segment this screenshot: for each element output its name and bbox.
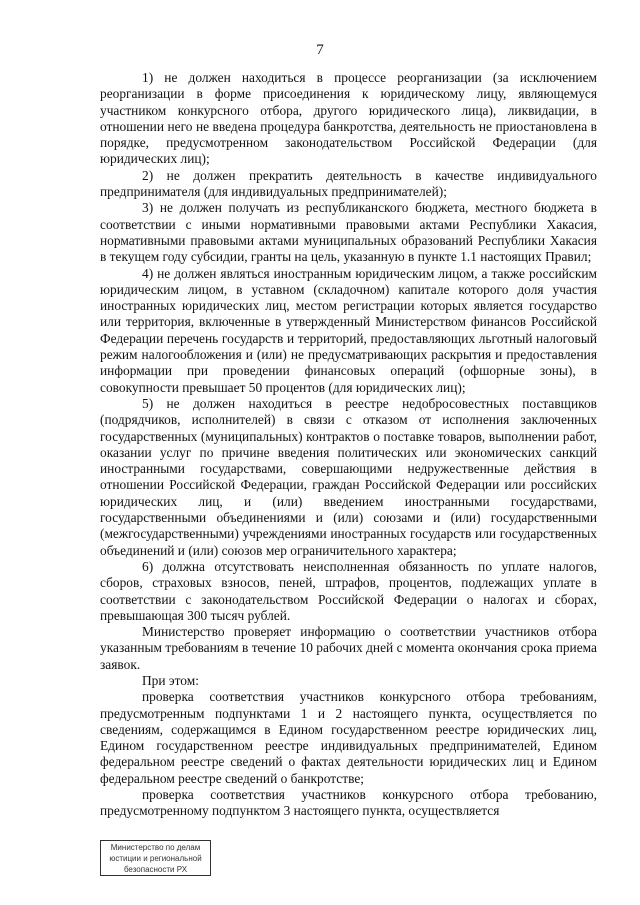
stamp-line-2: юстиции и региональной [109, 854, 202, 863]
page-number: 7 [316, 42, 324, 58]
stamp-line-1: Министерство по делам [110, 843, 201, 852]
stamp-line-3: безопасности РХ [123, 865, 188, 874]
paragraph-5: 5) не должен находиться в реестре недобросовестных поставщиков (подрядчиков, исполнителей) в связи с отказом от исполнения заключенных государственных (муниципальных) контрактов о поставке товаров, выполнении работ, оказании услуг по причине введения политических или экономических санкций иностранными государствами, совершающими недружественные действия в отношении Российской Федерации, граждан Российской Федерации или российских юридических лиц, и (или) введением иностранными государствами, государственными объединениями и (или) союзами и (или) государственными (межгосударственными) учреждениями иностранных государств или государственных объединений и (или) союзов мер ограничительного характера; [100, 395, 597, 558]
paragraph-7: Министерство проверяет информацию о соответствии участников отбора указанным требованиям в течение 10 рабочих дней с момента окончания срока приема заявок. [100, 624, 597, 672]
paragraph-8: При этом: [142, 672, 199, 688]
paragraph-2: 2) не должен прекратить деятельность в качестве индивидуального предпринимателя (для индивидуальных предпринимателей); [100, 167, 597, 200]
registration-stamp [100, 840, 211, 876]
paragraph-9: проверка соответствия участников конкурсного отбора требованиям, предусмотренным подпунктами 1 и 2 настоящего пункта, осуществляется по сведениям, содержащимся в Едином государственном реестре юридических лиц, Едином государственном реестре индивидуальных предпринимателей, Едином федеральном реестре сведений о фактах деятельности юридических лиц и Едином федеральном реестре сведений о банкротстве; [100, 689, 597, 786]
document-body [100, 70, 597, 820]
paragraph-1: 1) не должен находиться в процессе реорганизации (за исключением реорганизации в форме присоединения к юридическому лицу, являющемуся участником конкурсного отбора, другого юридического лица), ликвидации, в отношении него не введена процедура банкротства, деятельность не приостановлена в порядке, предусмотренном законодательством Российской Федерации (для юридических лиц); [100, 70, 597, 167]
paragraph-3: 3) не должен получать из республиканского бюджета, местного бюджета в соответствии с иными нормативными правовыми актами Республики Хакасия, нормативными правовыми актами муниципальных образований Республики Хакасия в текущем году субсидии, гранты на цель, указанную в пункте 1.1 настоящих Правил; [100, 200, 597, 265]
paragraph-10: проверка соответствия участников конкурсного отбора требованию, предусмотренному подпунктом 3 настоящего пункта, осуществляется [100, 787, 597, 819]
paragraph-6: 6) должна отсутствовать неисполненная обязанность по уплате налогов, сборов, страховых взносов, пеней, штрафов, процентов, подлежащих уплате в соответствии с законодательством Российской Федерации о налогах и сборах, превышающая 300 тысяч рублей. [100, 558, 597, 623]
paragraph-4: 4) не должен являться иностранным юридическим лицом, а также российским юридическим лицом, в уставном (складочном) капитале которого доля участия иностранных юридических лиц, местом регистрации которых является государство или территория, включенные в утвержденный Министерством финансов Российской Федерации перечень государств и территорий, предоставляющих льготный налоговый режим налогообложения и (или) не предусматривающих раскрытия и предоставления информации при проведении финансовых операций (офшорные зоны), в совокупности превышает 50 процентов (для юридических лиц); [100, 265, 597, 395]
